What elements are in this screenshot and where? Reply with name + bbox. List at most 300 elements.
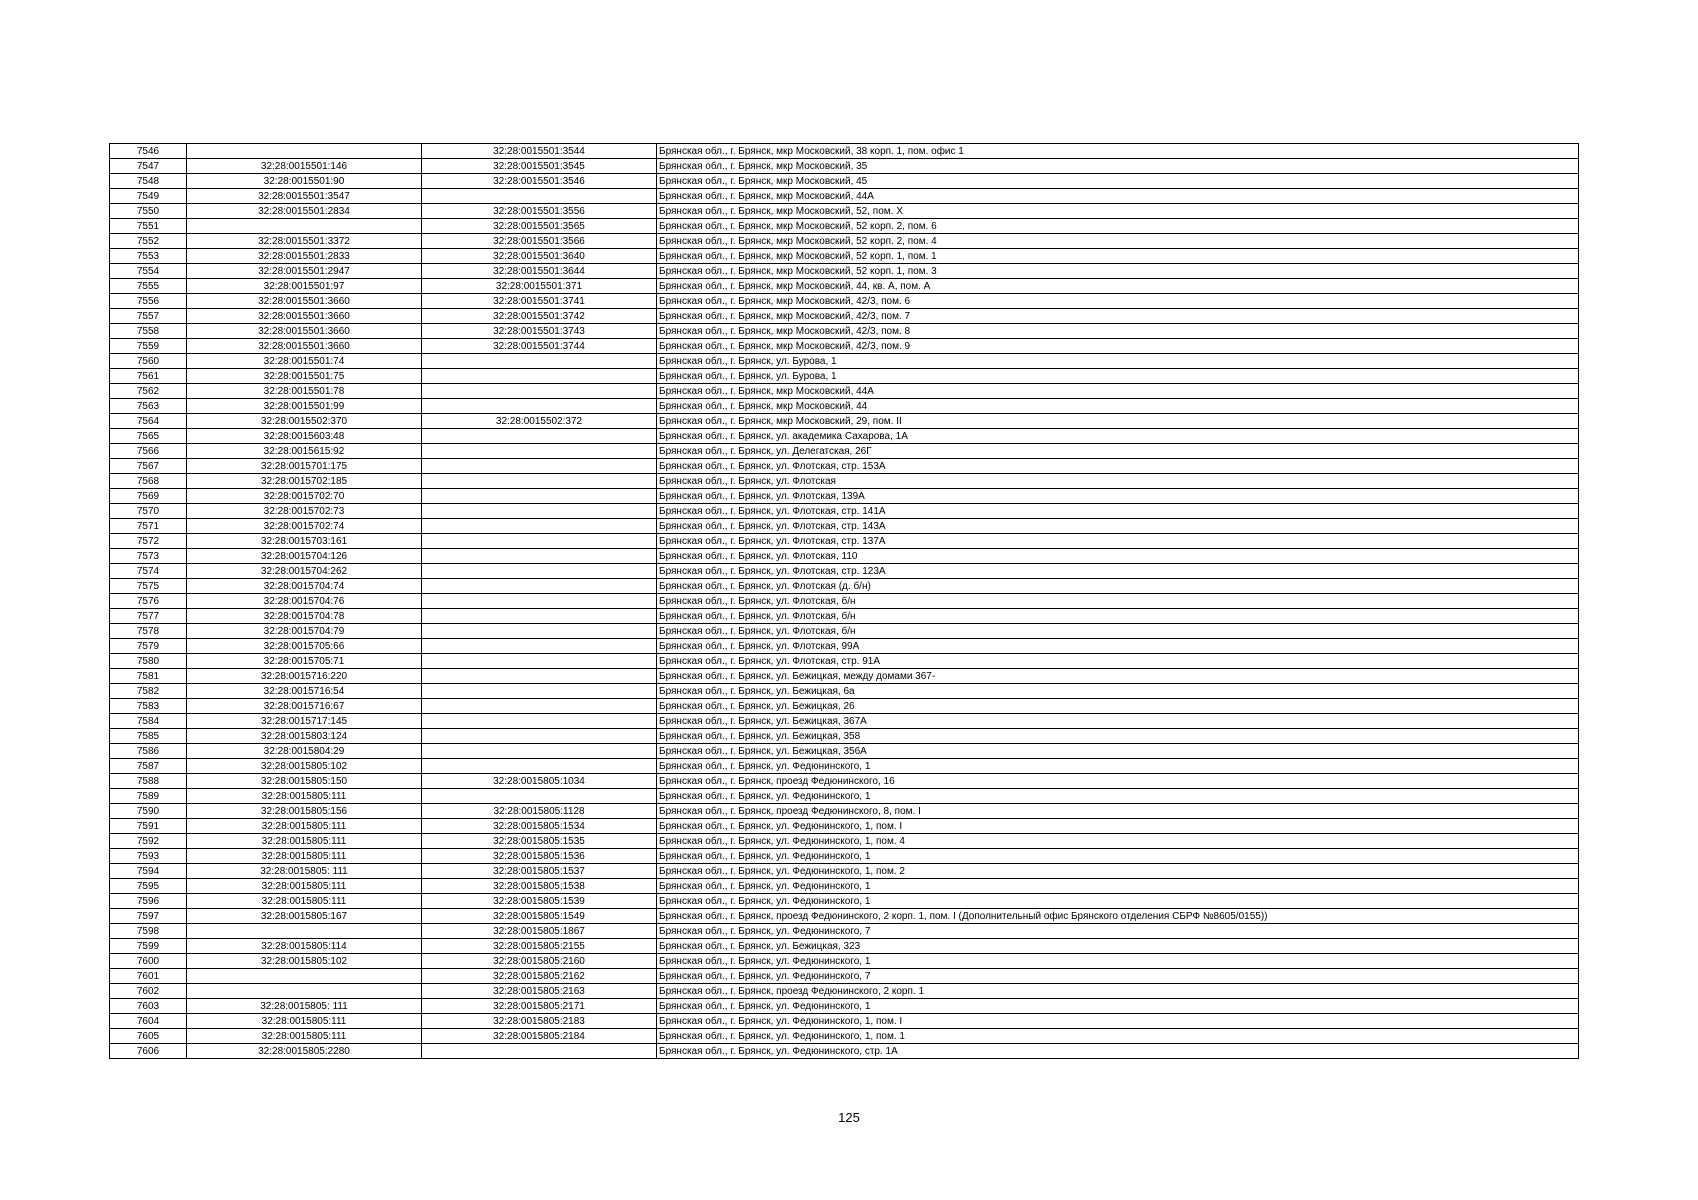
row-number-cell: 7551	[110, 219, 187, 234]
address-cell: Брянская обл., г. Брянск, ул. Бурова, 1	[657, 369, 1579, 384]
address-cell: Брянская обл., г. Брянск, ул. Флотская, стр. 153А	[657, 459, 1579, 474]
object-cadastral-number-cell	[422, 669, 657, 684]
parcel-cadastral-number-cell: 32:28:0015702:74	[187, 519, 422, 534]
table-row	[110, 639, 1579, 654]
row-number-cell: 7575	[110, 579, 187, 594]
table-row	[110, 369, 1579, 384]
row-number-cell: 7581	[110, 669, 187, 684]
address-cell: Брянская обл., г. Брянск, ул. Федюнинского, 1, пом. 4	[657, 834, 1579, 849]
object-cadastral-number-cell: 32:28:0015501:3640	[422, 249, 657, 264]
parcel-cadastral-number-cell: 32:28:0015805:111	[187, 834, 422, 849]
object-cadastral-number-cell: 32:28:0015805:1128	[422, 804, 657, 819]
table-row	[110, 414, 1579, 429]
address-cell: Брянская обл., г. Брянск, ул. Флотская, б/н	[657, 594, 1579, 609]
table-row	[110, 174, 1579, 189]
parcel-cadastral-number-cell: 32:28:0015501:99	[187, 399, 422, 414]
address-cell: Брянская обл., г. Брянск, ул. Флотская, стр. 123А	[657, 564, 1579, 579]
parcel-cadastral-number-cell: 32:28:0015501:90	[187, 174, 422, 189]
address-cell: Брянская обл., г. Брянск, ул. академика Сахарова, 1А	[657, 429, 1579, 444]
table-row	[110, 984, 1579, 999]
table-row	[110, 159, 1579, 174]
parcel-cadastral-number-cell: 32:28:0015501:74	[187, 354, 422, 369]
row-number-cell: 7563	[110, 399, 187, 414]
row-number-cell: 7578	[110, 624, 187, 639]
row-number-cell: 7577	[110, 609, 187, 624]
parcel-cadastral-number-cell: 32:28:0015704:76	[187, 594, 422, 609]
registry-table-body	[110, 144, 1579, 1059]
row-number-cell: 7562	[110, 384, 187, 399]
object-cadastral-number-cell: 32:28:0015501:3565	[422, 219, 657, 234]
table-row	[110, 609, 1579, 624]
table-row	[110, 624, 1579, 639]
row-number-cell: 7576	[110, 594, 187, 609]
address-cell: Брянская обл., г. Брянск, мкр Московский, 42/3, пом. 7	[657, 309, 1579, 324]
object-cadastral-number-cell: 32:28:0015805:2155	[422, 939, 657, 954]
table-row	[110, 504, 1579, 519]
row-number-cell: 7606	[110, 1044, 187, 1059]
address-cell: Брянская обл., г. Брянск, ул. Флотская, 110	[657, 549, 1579, 564]
parcel-cadastral-number-cell: 32:28:0015805:102	[187, 759, 422, 774]
table-row	[110, 804, 1579, 819]
table-row	[110, 459, 1579, 474]
parcel-cadastral-number-cell: 32:28:0015805: 111	[187, 864, 422, 879]
row-number-cell: 7546	[110, 144, 187, 159]
object-cadastral-number-cell: 32:28:0015501:3566	[422, 234, 657, 249]
parcel-cadastral-number-cell: 32:28:0015805:111	[187, 849, 422, 864]
parcel-cadastral-number-cell: 32:28:0015702:73	[187, 504, 422, 519]
address-cell: Брянская обл., г. Брянск, ул. Федюнинского, 1, пом. 1	[657, 1029, 1579, 1044]
object-cadastral-number-cell: 32:28:0015501:3556	[422, 204, 657, 219]
address-cell: Брянская обл., г. Брянск, ул. Флотская, стр. 137А	[657, 534, 1579, 549]
address-cell: Брянская обл., г. Брянск, ул. Федюнинского, 1	[657, 894, 1579, 909]
object-cadastral-number-cell	[422, 729, 657, 744]
parcel-cadastral-number-cell: 32:28:0015502:370	[187, 414, 422, 429]
parcel-cadastral-number-cell: 32:28:0015805:102	[187, 954, 422, 969]
address-cell: Брянская обл., г. Брянск, ул. Федюнинского, 1	[657, 954, 1579, 969]
address-cell: Брянская обл., г. Брянск, ул. Федюнинского, 1	[657, 849, 1579, 864]
table-row	[110, 444, 1579, 459]
address-cell: Брянская обл., г. Брянск, проезд Федюнинского, 2 корп. 1	[657, 984, 1579, 999]
table-row	[110, 939, 1579, 954]
object-cadastral-number-cell: 32:28:0015501:3544	[422, 144, 657, 159]
row-number-cell: 7586	[110, 744, 187, 759]
parcel-cadastral-number-cell: 32:28:0015501:3372	[187, 234, 422, 249]
object-cadastral-number-cell	[422, 639, 657, 654]
row-number-cell: 7600	[110, 954, 187, 969]
object-cadastral-number-cell	[422, 429, 657, 444]
row-number-cell: 7568	[110, 474, 187, 489]
parcel-cadastral-number-cell: 32:28:0015805:114	[187, 939, 422, 954]
object-cadastral-number-cell: 32:28:0015501:3744	[422, 339, 657, 354]
address-cell: Брянская обл., г. Брянск, мкр Московский, 52 корп. 2, пом. 4	[657, 234, 1579, 249]
address-cell: Брянская обл., г. Брянск, мкр Московский, 42/3, пом. 6	[657, 294, 1579, 309]
address-cell: Брянская обл., г. Брянск, ул. Федюнинского, 1, пом. I	[657, 1014, 1579, 1029]
address-cell: Брянская обл., г. Брянск, ул. Федюнинского, 1	[657, 759, 1579, 774]
address-cell: Брянская обл., г. Брянск, ул. Федюнинского, стр. 1А	[657, 1044, 1579, 1059]
table-row	[110, 789, 1579, 804]
table-row	[110, 339, 1579, 354]
row-number-cell: 7561	[110, 369, 187, 384]
table-row	[110, 834, 1579, 849]
address-cell: Брянская обл., г. Брянск, проезд Федюнинского, 2 корп. 1, пом. I (Дополнительный офис Брянского отделения СБРФ №8605/0155))	[657, 909, 1579, 924]
object-cadastral-number-cell: 32:28:0015805:1549	[422, 909, 657, 924]
parcel-cadastral-number-cell: 32:28:0015805:111	[187, 789, 422, 804]
object-cadastral-number-cell: 32:28:0015805:1536	[422, 849, 657, 864]
object-cadastral-number-cell: 32:28:0015805:1034	[422, 774, 657, 789]
row-number-cell: 7582	[110, 684, 187, 699]
object-cadastral-number-cell: 32:28:0015501:3743	[422, 324, 657, 339]
parcel-cadastral-number-cell: 32:28:0015701:175	[187, 459, 422, 474]
row-number-cell: 7580	[110, 654, 187, 669]
parcel-cadastral-number-cell: 32:28:0015805:111	[187, 819, 422, 834]
parcel-cadastral-number-cell: 32:28:0015501:97	[187, 279, 422, 294]
table-row	[110, 879, 1579, 894]
parcel-cadastral-number-cell: 32:28:0015501:3547	[187, 189, 422, 204]
parcel-cadastral-number-cell: 32:28:0015615:92	[187, 444, 422, 459]
row-number-cell: 7564	[110, 414, 187, 429]
table-row	[110, 849, 1579, 864]
row-number-cell: 7569	[110, 489, 187, 504]
table-row	[110, 564, 1579, 579]
table-row	[110, 699, 1579, 714]
object-cadastral-number-cell: 32:28:0015502:372	[422, 414, 657, 429]
parcel-cadastral-number-cell: 32:28:0015501:2833	[187, 249, 422, 264]
parcel-cadastral-number-cell: 32:28:0015704:74	[187, 579, 422, 594]
table-row	[110, 594, 1579, 609]
row-number-cell: 7574	[110, 564, 187, 579]
object-cadastral-number-cell	[422, 534, 657, 549]
object-cadastral-number-cell	[422, 789, 657, 804]
parcel-cadastral-number-cell: 32:28:0015805:2280	[187, 1044, 422, 1059]
parcel-cadastral-number-cell: 32:28:0015704:126	[187, 549, 422, 564]
object-cadastral-number-cell	[422, 744, 657, 759]
table-row	[110, 294, 1579, 309]
parcel-cadastral-number-cell: 32:28:0015501:75	[187, 369, 422, 384]
parcel-cadastral-number-cell: 32:28:0015704:78	[187, 609, 422, 624]
object-cadastral-number-cell: 32:28:0015501:3546	[422, 174, 657, 189]
row-number-cell: 7595	[110, 879, 187, 894]
parcel-cadastral-number-cell: 32:28:0015501:146	[187, 159, 422, 174]
row-number-cell: 7550	[110, 204, 187, 219]
table-row	[110, 324, 1579, 339]
table-row	[110, 894, 1579, 909]
parcel-cadastral-number-cell: 32:28:0015603:48	[187, 429, 422, 444]
row-number-cell: 7556	[110, 294, 187, 309]
object-cadastral-number-cell: 32:28:0015501:3644	[422, 264, 657, 279]
parcel-cadastral-number-cell	[187, 969, 422, 984]
address-cell: Брянская обл., г. Брянск, ул. Делегатская, 26Г	[657, 444, 1579, 459]
object-cadastral-number-cell	[422, 444, 657, 459]
parcel-cadastral-number-cell: 32:28:0015705:66	[187, 639, 422, 654]
parcel-cadastral-number-cell: 32:28:0015805:111	[187, 1029, 422, 1044]
row-number-cell: 7547	[110, 159, 187, 174]
row-number-cell: 7587	[110, 759, 187, 774]
table-row	[110, 714, 1579, 729]
parcel-cadastral-number-cell: 32:28:0015716:220	[187, 669, 422, 684]
object-cadastral-number-cell: 32:28:0015501:371	[422, 279, 657, 294]
row-number-cell: 7573	[110, 549, 187, 564]
object-cadastral-number-cell	[422, 519, 657, 534]
row-number-cell: 7557	[110, 309, 187, 324]
table-row	[110, 399, 1579, 414]
address-cell: Брянская обл., г. Брянск, мкр Московский, 52, пом. X	[657, 204, 1579, 219]
row-number-cell: 7589	[110, 789, 187, 804]
parcel-cadastral-number-cell: 32:28:0015704:262	[187, 564, 422, 579]
row-number-cell: 7599	[110, 939, 187, 954]
page-number: 125	[838, 1110, 860, 1125]
row-number-cell: 7567	[110, 459, 187, 474]
address-cell: Брянская обл., г. Брянск, мкр Московский, 42/3, пом. 9	[657, 339, 1579, 354]
object-cadastral-number-cell	[422, 579, 657, 594]
row-number-cell: 7570	[110, 504, 187, 519]
address-cell: Брянская обл., г. Брянск, ул. Бежицкая, 323	[657, 939, 1579, 954]
table-row	[110, 654, 1579, 669]
object-cadastral-number-cell	[422, 594, 657, 609]
parcel-cadastral-number-cell: 32:28:0015501:3660	[187, 339, 422, 354]
parcel-cadastral-number-cell: 32:28:0015501:3660	[187, 324, 422, 339]
address-cell: Брянская обл., г. Брянск, мкр Московский, 44, кв. А, пом. А	[657, 279, 1579, 294]
object-cadastral-number-cell	[422, 759, 657, 774]
address-cell: Брянская обл., г. Брянск, ул. Бурова, 1	[657, 354, 1579, 369]
table-row	[110, 189, 1579, 204]
row-number-cell: 7579	[110, 639, 187, 654]
parcel-cadastral-number-cell: 32:28:0015702:185	[187, 474, 422, 489]
table-row	[110, 864, 1579, 879]
object-cadastral-number-cell	[422, 354, 657, 369]
object-cadastral-number-cell	[422, 654, 657, 669]
table-row	[110, 954, 1579, 969]
row-number-cell: 7558	[110, 324, 187, 339]
row-number-cell: 7553	[110, 249, 187, 264]
address-cell: Брянская обл., г. Брянск, ул. Флотская, 99А	[657, 639, 1579, 654]
address-cell: Брянская обл., г. Брянск, ул. Бежицкая, 26	[657, 699, 1579, 714]
object-cadastral-number-cell	[422, 504, 657, 519]
object-cadastral-number-cell: 32:28:0015501:3545	[422, 159, 657, 174]
address-cell: Брянская обл., г. Брянск, ул. Бежицкая, 356А	[657, 744, 1579, 759]
row-number-cell: 7554	[110, 264, 187, 279]
address-cell: Брянская обл., г. Брянск, ул. Флотская, б/н	[657, 624, 1579, 639]
row-number-cell: 7552	[110, 234, 187, 249]
address-cell: Брянская обл., г. Брянск, ул. Федюнинского, 1, пом. 2	[657, 864, 1579, 879]
object-cadastral-number-cell	[422, 699, 657, 714]
row-number-cell: 7585	[110, 729, 187, 744]
row-number-cell: 7565	[110, 429, 187, 444]
address-cell: Брянская обл., г. Брянск, ул. Бежицкая, 367А	[657, 714, 1579, 729]
parcel-cadastral-number-cell: 32:28:0015804:29	[187, 744, 422, 759]
parcel-cadastral-number-cell	[187, 144, 422, 159]
parcel-cadastral-number-cell	[187, 924, 422, 939]
object-cadastral-number-cell	[422, 609, 657, 624]
object-cadastral-number-cell	[422, 489, 657, 504]
address-cell: Брянская обл., г. Брянск, ул. Федюнинского, 7	[657, 924, 1579, 939]
object-cadastral-number-cell: 32:28:0015805:2184	[422, 1029, 657, 1044]
object-cadastral-number-cell	[422, 459, 657, 474]
address-cell: Брянская обл., г. Брянск, ул. Федюнинского, 1, пом. I	[657, 819, 1579, 834]
row-number-cell: 7596	[110, 894, 187, 909]
address-cell: Брянская обл., г. Брянск, ул. Федюнинского, 1	[657, 999, 1579, 1014]
object-cadastral-number-cell: 32:28:0015805:1539	[422, 894, 657, 909]
address-cell: Брянская обл., г. Брянск, ул. Федюнинского, 7	[657, 969, 1579, 984]
row-number-cell: 7598	[110, 924, 187, 939]
object-cadastral-number-cell: 32:28:0015805:2162	[422, 969, 657, 984]
object-cadastral-number-cell: 32:28:0015805:2171	[422, 999, 657, 1014]
row-number-cell: 7560	[110, 354, 187, 369]
row-number-cell: 7601	[110, 969, 187, 984]
object-cadastral-number-cell: 32:28:0015805:2183	[422, 1014, 657, 1029]
address-cell: Брянская обл., г. Брянск, проезд Федюнинского, 16	[657, 774, 1579, 789]
row-number-cell: 7603	[110, 999, 187, 1014]
address-cell: Брянская обл., г. Брянск, мкр Московский, 52 корп. 1, пом. 3	[657, 264, 1579, 279]
object-cadastral-number-cell: 32:28:0015805:1535	[422, 834, 657, 849]
address-cell: Брянская обл., г. Брянск, мкр Московский, 29, пом. II	[657, 414, 1579, 429]
row-number-cell: 7559	[110, 339, 187, 354]
table-row	[110, 999, 1579, 1014]
address-cell: Брянская обл., г. Брянск, ул. Федюнинского, 1	[657, 789, 1579, 804]
parcel-cadastral-number-cell: 32:28:0015501:3660	[187, 294, 422, 309]
row-number-cell: 7548	[110, 174, 187, 189]
row-number-cell: 7605	[110, 1029, 187, 1044]
row-number-cell: 7590	[110, 804, 187, 819]
address-cell: Брянская обл., г. Брянск, ул. Флотская, б/н	[657, 609, 1579, 624]
object-cadastral-number-cell: 32:28:0015805:2160	[422, 954, 657, 969]
table-row	[110, 354, 1579, 369]
address-cell: Брянская обл., г. Брянск, мкр Московский, 52 корп. 2, пом. 6	[657, 219, 1579, 234]
address-cell: Брянская обл., г. Брянск, мкр Московский, 45	[657, 174, 1579, 189]
address-cell: Брянская обл., г. Брянск, мкр Московский, 52 корп. 1, пом. 1	[657, 249, 1579, 264]
table-row	[110, 909, 1579, 924]
parcel-cadastral-number-cell: 32:28:0015705:71	[187, 654, 422, 669]
table-row	[110, 249, 1579, 264]
address-cell: Брянская обл., г. Брянск, мкр Московский, 38 корп. 1, пом. офис 1	[657, 144, 1579, 159]
address-cell: Брянская обл., г. Брянск, мкр Московский, 44А	[657, 189, 1579, 204]
row-number-cell: 7591	[110, 819, 187, 834]
table-row	[110, 774, 1579, 789]
address-cell: Брянская обл., г. Брянск, ул. Флотская (д. б/н)	[657, 579, 1579, 594]
object-cadastral-number-cell: 32:28:0015805:1538	[422, 879, 657, 894]
address-cell: Брянская обл., г. Брянск, ул. Федюнинского, 1	[657, 879, 1579, 894]
table-row	[110, 969, 1579, 984]
parcel-cadastral-number-cell: 32:28:0015805:111	[187, 879, 422, 894]
table-row	[110, 384, 1579, 399]
parcel-cadastral-number-cell	[187, 219, 422, 234]
parcel-cadastral-number-cell: 32:28:0015716:54	[187, 684, 422, 699]
address-cell: Брянская обл., г. Брянск, ул. Бежицкая, 358	[657, 729, 1579, 744]
address-cell: Брянская обл., г. Брянск, мкр Московский, 42/3, пом. 8	[657, 324, 1579, 339]
row-number-cell: 7571	[110, 519, 187, 534]
address-cell: Брянская обл., г. Брянск, мкр Московский, 35	[657, 159, 1579, 174]
parcel-cadastral-number-cell: 32:28:0015702:70	[187, 489, 422, 504]
table-row	[110, 429, 1579, 444]
parcel-cadastral-number-cell: 32:28:0015805:111	[187, 1014, 422, 1029]
object-cadastral-number-cell	[422, 369, 657, 384]
object-cadastral-number-cell	[422, 549, 657, 564]
object-cadastral-number-cell	[422, 189, 657, 204]
address-cell: Брянская обл., г. Брянск, ул. Бежицкая, между домами 367-	[657, 669, 1579, 684]
object-cadastral-number-cell	[422, 714, 657, 729]
parcel-cadastral-number-cell: 32:28:0015805:150	[187, 774, 422, 789]
row-number-cell: 7597	[110, 909, 187, 924]
address-cell: Брянская обл., г. Брянск, ул. Флотская	[657, 474, 1579, 489]
parcel-cadastral-number-cell: 32:28:0015501:3660	[187, 309, 422, 324]
object-cadastral-number-cell	[422, 474, 657, 489]
row-number-cell: 7604	[110, 1014, 187, 1029]
address-cell: Брянская обл., г. Брянск, ул. Бежицкая, 6а	[657, 684, 1579, 699]
object-cadastral-number-cell: 32:28:0015805:2163	[422, 984, 657, 999]
object-cadastral-number-cell: 32:28:0015805:1537	[422, 864, 657, 879]
parcel-cadastral-number-cell: 32:28:0015501:2834	[187, 204, 422, 219]
parcel-cadastral-number-cell: 32:28:0015716:67	[187, 699, 422, 714]
address-cell: Брянская обл., г. Брянск, ул. Флотская, 139А	[657, 489, 1579, 504]
parcel-cadastral-number-cell: 32:28:0015805:156	[187, 804, 422, 819]
parcel-cadastral-number-cell: 32:28:0015805:167	[187, 909, 422, 924]
table-row	[110, 234, 1579, 249]
row-number-cell: 7572	[110, 534, 187, 549]
table-row	[110, 279, 1579, 294]
table-row	[110, 759, 1579, 774]
parcel-cadastral-number-cell: 32:28:0015501:2947	[187, 264, 422, 279]
table-row	[110, 534, 1579, 549]
row-number-cell: 7602	[110, 984, 187, 999]
row-number-cell: 7593	[110, 849, 187, 864]
object-cadastral-number-cell: 32:28:0015805:1534	[422, 819, 657, 834]
parcel-cadastral-number-cell: 32:28:0015703:161	[187, 534, 422, 549]
object-cadastral-number-cell	[422, 399, 657, 414]
object-cadastral-number-cell: 32:28:0015501:3741	[422, 294, 657, 309]
address-cell: Брянская обл., г. Брянск, мкр Московский, 44А	[657, 384, 1579, 399]
row-number-cell: 7566	[110, 444, 187, 459]
object-cadastral-number-cell	[422, 684, 657, 699]
parcel-cadastral-number-cell	[187, 984, 422, 999]
parcel-cadastral-number-cell: 32:28:0015805: 111	[187, 999, 422, 1014]
object-cadastral-number-cell	[422, 384, 657, 399]
table-row	[110, 519, 1579, 534]
parcel-cadastral-number-cell: 32:28:0015805:111	[187, 894, 422, 909]
table-row	[110, 474, 1579, 489]
table-row	[110, 219, 1579, 234]
row-number-cell: 7592	[110, 834, 187, 849]
table-row	[110, 579, 1579, 594]
object-cadastral-number-cell: 32:28:0015805:1867	[422, 924, 657, 939]
table-row	[110, 819, 1579, 834]
table-row	[110, 264, 1579, 279]
row-number-cell: 7549	[110, 189, 187, 204]
row-number-cell: 7584	[110, 714, 187, 729]
table-row	[110, 309, 1579, 324]
address-cell: Брянская обл., г. Брянск, проезд Федюнинского, 8, пом. I	[657, 804, 1579, 819]
table-row	[110, 1014, 1579, 1029]
table-row	[110, 489, 1579, 504]
address-cell: Брянская обл., г. Брянск, ул. Флотская, стр. 143А	[657, 519, 1579, 534]
object-cadastral-number-cell	[422, 564, 657, 579]
row-number-cell: 7583	[110, 699, 187, 714]
parcel-cadastral-number-cell: 32:28:0015803:124	[187, 729, 422, 744]
parcel-cadastral-number-cell: 32:28:0015501:78	[187, 384, 422, 399]
registry-table	[109, 143, 1579, 1059]
table-row	[110, 1044, 1579, 1059]
parcel-cadastral-number-cell: 32:28:0015717:145	[187, 714, 422, 729]
table-row	[110, 744, 1579, 759]
row-number-cell: 7588	[110, 774, 187, 789]
object-cadastral-number-cell: 32:28:0015501:3742	[422, 309, 657, 324]
table-row	[110, 204, 1579, 219]
address-cell: Брянская обл., г. Брянск, ул. Флотская, стр. 91А	[657, 654, 1579, 669]
row-number-cell: 7555	[110, 279, 187, 294]
object-cadastral-number-cell	[422, 624, 657, 639]
table-row	[110, 729, 1579, 744]
table-row	[110, 549, 1579, 564]
object-cadastral-number-cell	[422, 1044, 657, 1059]
address-cell: Брянская обл., г. Брянск, мкр Московский, 44	[657, 399, 1579, 414]
